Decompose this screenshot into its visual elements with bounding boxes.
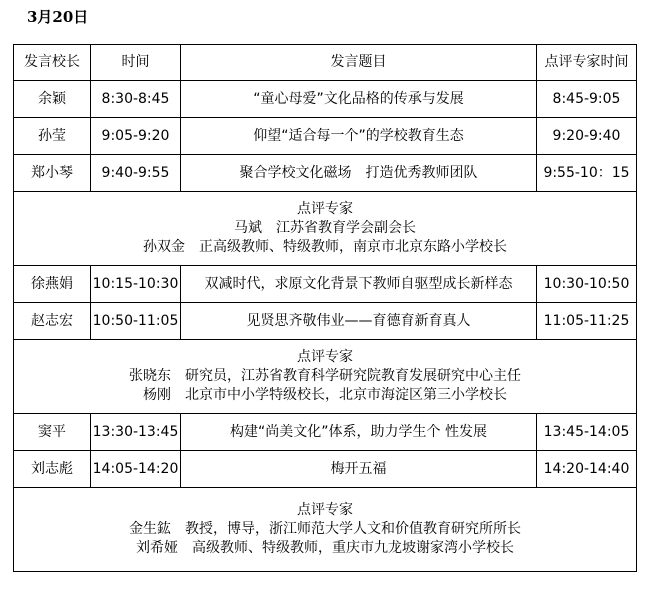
- review-experts-cell: [14, 192, 637, 266]
- speech-topic: 仰望“适合每一个”的学校教育生态: [181, 118, 537, 155]
- review-heading: 点评专家: [297, 502, 353, 518]
- table-row: [14, 118, 637, 155]
- table-row: [14, 451, 637, 488]
- review-time: 9:55-10：15: [537, 155, 637, 192]
- header-review-time: 点评专家时间: [537, 45, 637, 81]
- speaker-name: 赵志宏: [14, 303, 91, 340]
- review-time: 10:30-10:50: [537, 266, 637, 303]
- speech-time: 10:50-11:05: [91, 303, 181, 340]
- speaker-name: 孙莹: [14, 118, 91, 155]
- speech-topic: 见贤思齐敬伟业——育德育新育真人: [181, 303, 537, 340]
- review-time: 13:45-14:05: [537, 414, 637, 451]
- speech-time: 10:15-10:30: [91, 266, 181, 303]
- speech-time: 8:30-8:45: [91, 81, 181, 118]
- table-row: [14, 414, 637, 451]
- schedule-table: [13, 44, 637, 572]
- expert-line: 杨刚 北京市中小学特级校长，北京市海淀区第三小学校长: [143, 387, 507, 403]
- table-row: [14, 303, 637, 340]
- table-header-row: [14, 45, 637, 81]
- review-heading: 点评专家: [297, 349, 353, 365]
- review-experts-cell: [14, 340, 637, 414]
- table-row: [14, 81, 637, 118]
- expert-line: 刘希娅 高级教师、特级教师，重庆市九龙坡谢家湾小学校长: [136, 540, 514, 556]
- speaker-name: 余颖: [14, 81, 91, 118]
- expert-line: 张晓东 研究员，江苏省教育科学研究院教育发展研究中心主任: [129, 368, 521, 384]
- review-experts-cell: [14, 488, 637, 572]
- table-row: [14, 266, 637, 303]
- speech-time: 13:30-13:45: [91, 414, 181, 451]
- speech-topic: 构建“尚美文化”体系，助力学生个 性发展: [181, 414, 537, 451]
- speech-topic: 双减时代，求原文化背景下教师自驱型成长新样态: [181, 266, 537, 303]
- review-experts-row: [14, 488, 637, 572]
- header-topic: 发言题目: [181, 45, 537, 81]
- review-experts-row: [14, 340, 637, 414]
- speech-topic: “童心母爱”文化品格的传承与发展: [181, 81, 537, 118]
- speaker-name: 郑小琴: [14, 155, 91, 192]
- review-time: 8:45-9:05: [537, 81, 637, 118]
- speech-topic: 梅开五福: [181, 451, 537, 488]
- speech-topic: 聚合学校文化磁场 打造优秀教师团队: [181, 155, 537, 192]
- review-heading: 点评专家: [297, 201, 353, 217]
- expert-line: 孙双金 正高级教师、特级教师，南京市北京东路小学校长: [143, 239, 507, 255]
- expert-line: 马斌 江苏省教育学会副会长: [234, 220, 416, 236]
- speaker-name: 刘志彪: [14, 451, 91, 488]
- speaker-name: 窦平: [14, 414, 91, 451]
- header-time: 时间: [91, 45, 181, 81]
- speech-time: 9:05-9:20: [91, 118, 181, 155]
- expert-line: 金生鈜 教授，博导，浙江师范大学人文和价值教育研究所所长: [129, 521, 521, 537]
- speech-time: 9:40-9:55: [91, 155, 181, 192]
- table-row: [14, 155, 637, 192]
- review-time: 14:20-14:40: [537, 451, 637, 488]
- speaker-name: 徐燕娟: [14, 266, 91, 303]
- review-experts-row: [14, 192, 637, 266]
- speech-time: 14:05-14:20: [91, 451, 181, 488]
- schedule-date: 3月20日: [27, 8, 89, 26]
- review-time: 11:05-11:25: [537, 303, 637, 340]
- header-speaker: 发言校长: [14, 45, 91, 81]
- review-time: 9:20-9:40: [537, 118, 637, 155]
